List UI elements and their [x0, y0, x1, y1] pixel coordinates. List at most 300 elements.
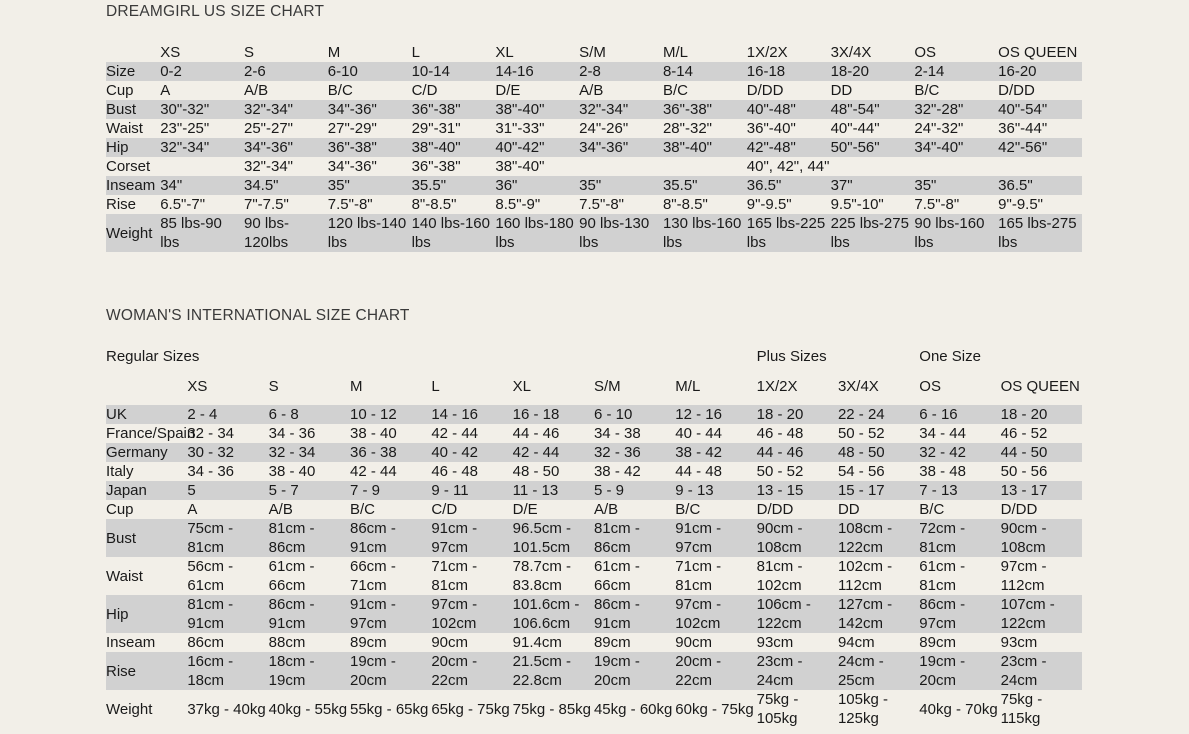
- table-row: [106, 100, 1082, 119]
- table-cell: 89cm: [349, 634, 387, 651]
- table-cell: 20cm - 22cm: [675, 652, 756, 690]
- table-cell: 35.5": [663, 176, 747, 195]
- group-one-size: One Size: [919, 348, 981, 365]
- table-cell: 75kg - 85kg: [512, 700, 592, 718]
- table-cell: 36"-38": [411, 158, 461, 175]
- table-cell: D/E: [495, 82, 521, 99]
- row-label: Rise: [106, 652, 187, 690]
- table-cell: 9.5"-10": [830, 196, 884, 213]
- us-size-table: [106, 43, 1082, 252]
- table-cell: 9"-9.5": [998, 196, 1043, 213]
- table-cell: 55kg - 65kg: [349, 700, 429, 718]
- table-cell: 48 - 50: [512, 463, 560, 480]
- table-cell: 8"-8.5": [662, 196, 708, 213]
- table-cell: D/DD: [756, 501, 794, 518]
- table-cell: [663, 157, 747, 176]
- table-cell: 97cm - 102cm: [431, 595, 512, 633]
- table-cell: 81cm - 91cm: [187, 595, 268, 633]
- size-header: 1X/2X: [746, 44, 788, 61]
- table-cell: 42"-48": [747, 138, 831, 157]
- row-label: Japan: [106, 481, 187, 500]
- table-cell: 42 - 44: [349, 463, 397, 480]
- size-header: OS QUEEN: [998, 44, 1078, 61]
- table-cell: 140 lbs-160 lbs: [412, 214, 496, 252]
- table-cell: 8.5"-9": [495, 196, 541, 213]
- row-label: Waist: [106, 120, 143, 137]
- size-header: S: [243, 44, 254, 61]
- table-cell: 13 - 15: [757, 481, 838, 500]
- table-cell: 35": [579, 176, 663, 195]
- table-cell: 42 - 44: [513, 443, 594, 462]
- table-cell: 37kg - 40kg: [187, 700, 266, 718]
- size-header: XS: [187, 377, 208, 395]
- table-cell: 32"-34": [160, 138, 244, 157]
- table-cell: 36.5": [998, 176, 1082, 195]
- table-cell: 38 - 40: [349, 425, 397, 442]
- table-cell: 34 - 36: [268, 425, 316, 442]
- table-cell: 42"-56": [998, 138, 1082, 157]
- table-cell: 91cm - 97cm: [675, 519, 756, 557]
- table-cell: 14-16: [495, 62, 579, 81]
- row-label: Hip: [106, 138, 160, 157]
- table-cell: B/C: [327, 82, 353, 99]
- table-cell: 38"-40": [663, 138, 747, 157]
- row-label: Size: [106, 62, 160, 81]
- table-cell: 90cm - 108cm: [757, 519, 838, 557]
- table-row: [106, 176, 1082, 195]
- table-cell: 48 - 50: [838, 443, 919, 462]
- table-cell: 50"-56": [831, 138, 915, 157]
- table-cell: 88cm: [268, 634, 306, 651]
- table-cell: 165 lbs-225 lbs: [747, 214, 831, 252]
- table-cell: 7"-7.5": [243, 196, 289, 213]
- table-cell: 91cm - 97cm: [431, 519, 512, 557]
- table-cell: 46 - 48: [431, 463, 479, 480]
- table-row: [106, 214, 1082, 252]
- table-row: [106, 500, 1082, 519]
- table-cell: 91cm - 97cm: [350, 595, 431, 633]
- table-cell: 7 - 13: [919, 481, 1000, 500]
- table-cell: 32 - 34: [269, 443, 350, 462]
- table-row: [106, 633, 1082, 652]
- table-cell: 86cm - 97cm: [919, 595, 1000, 633]
- table-cell: 107cm - 122cm: [1001, 595, 1082, 633]
- table-cell: 38 - 42: [675, 443, 756, 462]
- table-cell: 160 lbs-180 lbs: [495, 214, 579, 252]
- table-cell: 40kg - 55kg: [268, 700, 348, 718]
- table-cell: 18cm - 19cm: [269, 652, 350, 690]
- table-cell: 165 lbs-275 lbs: [998, 214, 1082, 252]
- table-cell: 81cm - 86cm: [594, 519, 675, 557]
- table-cell: A/B: [268, 501, 293, 518]
- table-cell: 16-20: [998, 62, 1082, 81]
- table-cell: 38 - 40: [268, 463, 316, 480]
- table-cell: 50 - 56: [1000, 463, 1048, 480]
- table-cell: 36": [495, 176, 579, 195]
- table-cell: 2 - 4: [187, 405, 268, 424]
- table-cell: 14 - 16: [431, 405, 512, 424]
- table-cell: 40kg - 70kg: [919, 700, 998, 718]
- table-cell: [914, 157, 998, 176]
- size-header: S/M: [579, 44, 606, 61]
- table-cell: 86cm - 91cm: [594, 595, 675, 633]
- table-cell: 36"-38": [328, 138, 412, 157]
- row-label: Germany: [106, 443, 187, 462]
- table-cell: 86cm - 91cm: [269, 595, 350, 633]
- group-plus-sizes: Plus Sizes: [756, 348, 827, 365]
- table-cell: 36"-44": [998, 120, 1048, 137]
- table-cell: 65kg - 75kg: [431, 700, 510, 718]
- row-label: Bust: [106, 100, 160, 119]
- table-cell: 93cm: [1000, 634, 1038, 651]
- table-cell: 44 - 50: [1001, 443, 1082, 462]
- table-cell: 40 - 42: [431, 443, 512, 462]
- size-header: XL: [495, 44, 514, 61]
- table-cell: 13 - 17: [1001, 481, 1082, 500]
- size-header-row: [106, 43, 1082, 62]
- intl-size-table: [106, 346, 1082, 728]
- table-cell: 40"-48": [747, 100, 831, 119]
- row-label: France/Spain: [106, 425, 196, 442]
- table-cell: 93cm: [756, 634, 794, 651]
- table-cell: 7.5"-8": [327, 196, 373, 213]
- size-header: 3X/4X: [830, 44, 872, 61]
- table-cell: 81cm - 86cm: [269, 519, 350, 557]
- table-cell: 86cm - 91cm: [350, 519, 431, 557]
- table-cell: 97cm - 112cm: [1000, 558, 1047, 594]
- table-row: [106, 81, 1082, 100]
- table-cell: 8"-8.5": [411, 196, 457, 213]
- table-cell: 50 - 52: [837, 425, 885, 442]
- row-label: Corset: [106, 158, 151, 175]
- table-cell: 91.4cm: [512, 634, 562, 651]
- table-row: [106, 690, 1082, 728]
- table-cell: 23"-25": [160, 120, 210, 137]
- table-cell: 25"-27": [243, 120, 293, 137]
- table-cell: 225 lbs-275 lbs: [831, 214, 915, 252]
- table-cell: 2-6: [244, 62, 328, 81]
- table-cell: 28"-32": [662, 120, 712, 137]
- table-cell: 9 - 11: [431, 481, 512, 500]
- table-cell: 15 - 17: [838, 481, 919, 500]
- table-cell: 71cm - 81cm: [675, 558, 722, 594]
- table-cell: 40"-44": [830, 120, 880, 137]
- row-label: Inseam: [106, 634, 156, 651]
- table-cell: 44 - 46: [512, 425, 560, 442]
- table-cell: 21.5cm - 22.8cm: [513, 652, 594, 690]
- table-cell: 19cm - 20cm: [350, 652, 431, 690]
- table-cell: 90 lbs-120lbs: [244, 214, 328, 252]
- table-cell: 90cm - 108cm: [1001, 519, 1082, 557]
- table-cell: 6-10: [328, 62, 412, 81]
- table-row: [106, 119, 1082, 138]
- table-cell: 48"-54": [831, 100, 915, 119]
- table-cell: B/C: [675, 501, 701, 518]
- table-cell: D/E: [512, 501, 538, 518]
- size-header: S: [268, 377, 279, 395]
- table-row: [106, 62, 1082, 81]
- size-header: L: [411, 44, 420, 61]
- table-cell: D/DD: [746, 82, 784, 99]
- table-cell: 38 - 42: [593, 463, 641, 480]
- table-cell: 8-14: [663, 62, 747, 81]
- table-row: [106, 138, 1082, 157]
- table-cell: DD: [837, 501, 860, 518]
- table-cell: C/D: [411, 82, 438, 99]
- table-cell: 90cm: [431, 634, 468, 651]
- table-cell: 29"-31": [411, 120, 461, 137]
- table-cell: 32"-34": [243, 158, 293, 175]
- table-cell: 60kg - 75kg: [675, 700, 754, 718]
- table-cell: 7 - 9: [350, 481, 431, 500]
- table-cell: 75cm - 81cm: [187, 519, 268, 557]
- table-cell: 16cm - 18cm: [187, 652, 268, 690]
- table-cell: 18 - 20: [1001, 405, 1082, 424]
- table-cell: 40"-54": [998, 100, 1082, 119]
- size-header: OS: [919, 377, 941, 395]
- table-cell: 34"-36": [328, 100, 412, 119]
- table-cell: 10-14: [412, 62, 496, 81]
- table-cell: 24"-32": [914, 120, 964, 137]
- group-regular-sizes: Regular Sizes: [106, 348, 200, 365]
- table-cell: 61cm - 66cm: [593, 558, 640, 594]
- table-cell: 130 lbs-160 lbs: [663, 214, 747, 252]
- table-cell: A/B: [593, 501, 619, 518]
- table-cell: 36.5": [747, 176, 831, 195]
- table-cell: 34": [160, 176, 244, 195]
- table-cell: 11 - 13: [513, 481, 594, 500]
- table-cell: 2-8: [579, 62, 663, 81]
- row-label: Weight: [106, 214, 160, 252]
- table-cell: 38"-40": [495, 100, 579, 119]
- row-label: Rise: [106, 196, 137, 213]
- table-row: [106, 519, 1082, 557]
- table-cell: 9"-9.5": [746, 196, 792, 213]
- table-cell: 36"-38": [412, 100, 496, 119]
- table-cell: 56cm - 61cm: [187, 558, 234, 594]
- table-cell: 101.6cm - 106.6cm: [513, 595, 594, 633]
- table-cell: 85 lbs-90 lbs: [160, 214, 244, 252]
- table-cell: 36"-38": [663, 100, 747, 119]
- table-row: [106, 424, 1082, 443]
- table-cell: 6 - 8: [269, 405, 350, 424]
- table-cell: B/C: [349, 501, 375, 518]
- table-cell: 24"-26": [579, 120, 629, 137]
- table-cell: 105kg - 125kg: [837, 691, 888, 727]
- table-cell: 32 - 42: [919, 443, 1000, 462]
- table-cell: 18-20: [831, 62, 915, 81]
- table-cell: 7.5"-8": [579, 196, 625, 213]
- table-row: [106, 405, 1082, 424]
- table-cell: 34 - 38: [593, 425, 641, 442]
- us-size-chart-title: DREAMGIRL US SIZE CHART: [106, 3, 325, 20]
- table-cell: 34.5": [244, 176, 328, 195]
- table-row: [106, 195, 1082, 214]
- table-cell: 24cm - 25cm: [838, 652, 919, 690]
- row-label: Weight: [106, 700, 153, 718]
- table-cell: 16-18: [747, 62, 831, 81]
- table-cell: 9 - 13: [675, 481, 756, 500]
- table-row: [106, 157, 1082, 176]
- table-cell: 6.5"-7": [160, 196, 206, 213]
- intl-size-chart-title: WOMAN'S INTERNATIONAL SIZE CHART: [106, 307, 410, 324]
- row-label: Italy: [106, 463, 134, 480]
- table-cell: C/D: [431, 501, 458, 518]
- table-cell: 2-14: [914, 62, 998, 81]
- size-header: XL: [512, 377, 531, 395]
- table-cell: 61cm - 66cm: [268, 558, 315, 594]
- table-cell: 75kg - 115kg: [1000, 691, 1043, 727]
- table-cell: 40", 42", 44": [746, 158, 830, 175]
- table-cell: 30 - 32: [187, 443, 268, 462]
- table-cell: 38 - 48: [919, 463, 966, 480]
- table-cell: 6 - 16: [919, 405, 1000, 424]
- table-cell: 120 lbs-140 lbs: [328, 214, 412, 252]
- table-cell: 66cm - 71cm: [349, 558, 396, 594]
- table-cell: 97cm - 102cm: [675, 595, 756, 633]
- table-cell: 19cm - 20cm: [594, 652, 675, 690]
- table-cell: 16 - 18: [513, 405, 594, 424]
- table-cell: B/C: [662, 82, 688, 99]
- table-cell: 38"-40": [412, 138, 496, 157]
- table-cell: 36 - 38: [350, 443, 431, 462]
- table-cell: 90 lbs-160 lbs: [914, 214, 998, 252]
- table-cell: 23cm - 24cm: [1001, 652, 1082, 690]
- table-cell: 34"-36": [579, 138, 663, 157]
- table-cell: A: [187, 501, 198, 518]
- table-cell: 61cm - 81cm: [919, 558, 966, 594]
- table-row: [106, 481, 1082, 500]
- size-group-row: [106, 346, 1082, 367]
- size-header: OS QUEEN: [1000, 377, 1080, 395]
- table-cell: [160, 157, 244, 176]
- size-header: M: [327, 44, 341, 61]
- row-label: Waist: [106, 567, 143, 585]
- table-cell: 89cm: [919, 634, 956, 651]
- table-cell: 89cm: [593, 634, 631, 651]
- table-cell: 46 - 52: [1000, 425, 1048, 442]
- table-row: [106, 443, 1082, 462]
- table-cell: 90 lbs-130 lbs: [579, 214, 663, 252]
- table-row: [106, 462, 1082, 481]
- table-cell: 81cm - 102cm: [756, 558, 803, 594]
- table-cell: 71cm - 81cm: [431, 558, 478, 594]
- table-cell: 32 - 34: [187, 425, 235, 442]
- table-cell: B/C: [919, 501, 945, 518]
- table-cell: 32"-34": [579, 100, 663, 119]
- table-cell: 45kg - 60kg: [593, 700, 673, 718]
- table-cell: 31"-33": [495, 120, 545, 137]
- table-cell: A: [160, 82, 171, 99]
- table-cell: 75kg - 105kg: [756, 691, 799, 727]
- size-header: M/L: [662, 44, 688, 61]
- header-corner: [106, 43, 160, 62]
- table-cell: 34"-36": [244, 138, 328, 157]
- table-cell: 32"-34": [244, 100, 328, 119]
- table-cell: 35.5": [412, 176, 496, 195]
- table-cell: 94cm: [837, 634, 875, 651]
- table-cell: 127cm - 142cm: [838, 595, 919, 633]
- table-cell: [579, 157, 663, 176]
- table-cell: 44 - 46: [757, 443, 838, 462]
- table-cell: 32"-28": [914, 100, 998, 119]
- row-label: Bust: [106, 519, 187, 557]
- table-cell: 22 - 24: [838, 405, 919, 424]
- table-cell: 5: [187, 481, 268, 500]
- table-cell: 40"-42": [495, 138, 579, 157]
- row-label: Cup: [106, 501, 134, 518]
- table-cell: 46 - 48: [756, 425, 804, 442]
- table-cell: [998, 157, 1082, 176]
- table-cell: 20cm - 22cm: [431, 652, 512, 690]
- table-cell: 10 - 12: [350, 405, 431, 424]
- table-row: [106, 557, 1082, 595]
- size-header: XS: [160, 44, 181, 61]
- table-cell: 34"-36": [327, 158, 377, 175]
- table-cell: 36"-40": [746, 120, 796, 137]
- table-cell: 108cm - 122cm: [838, 519, 919, 557]
- size-header: 3X/4X: [837, 377, 879, 395]
- table-cell: 37": [831, 176, 915, 195]
- table-cell: D/DD: [998, 82, 1035, 99]
- size-header: 1X/2X: [756, 377, 798, 395]
- table-cell: 34 - 36: [187, 463, 235, 480]
- size-header: M: [349, 377, 363, 395]
- table-cell: 42 - 44: [431, 425, 479, 442]
- table-cell: 6 - 10: [594, 405, 675, 424]
- table-cell: 50 - 52: [756, 463, 804, 480]
- table-cell: 18 - 20: [757, 405, 838, 424]
- row-label: Hip: [106, 595, 187, 633]
- table-cell: B/C: [914, 82, 940, 99]
- size-header: M/L: [675, 377, 701, 395]
- table-cell: 34"-40": [914, 138, 998, 157]
- row-label: Cup: [106, 82, 134, 99]
- table-cell: 54 - 56: [837, 463, 885, 480]
- table-cell: 5 - 9: [594, 481, 675, 500]
- table-cell: 12 - 16: [675, 405, 756, 424]
- table-cell: 7.5"-8": [914, 196, 960, 213]
- table-row: [106, 652, 1082, 690]
- table-cell: 106cm - 122cm: [757, 595, 838, 633]
- table-cell: 86cm: [187, 634, 225, 651]
- size-header-row: [106, 367, 1082, 405]
- table-cell: 19cm - 20cm: [919, 652, 1000, 690]
- table-cell: [831, 157, 915, 176]
- row-label: UK: [106, 405, 187, 424]
- table-cell: 90cm: [675, 634, 712, 651]
- table-row: [106, 595, 1082, 633]
- size-header: OS: [914, 44, 937, 61]
- table-cell: 27"-29": [327, 120, 377, 137]
- table-cell: 34 - 44: [919, 425, 966, 442]
- table-cell: 32 - 36: [594, 443, 675, 462]
- table-cell: 0-2: [160, 62, 244, 81]
- table-cell: A/B: [243, 82, 269, 99]
- table-cell: 78.7cm - 83.8cm: [512, 558, 571, 594]
- table-cell: 38"-40": [495, 158, 545, 175]
- table-cell: 44 - 48: [675, 463, 722, 480]
- table-cell: D/DD: [1000, 501, 1038, 518]
- table-cell: 23cm - 24cm: [757, 652, 838, 690]
- table-cell: 96.5cm - 101.5cm: [513, 519, 594, 557]
- table-cell: 40 - 44: [675, 425, 722, 442]
- table-cell: 72cm - 81cm: [919, 519, 1000, 557]
- table-cell: 5 - 7: [269, 481, 350, 500]
- size-header: L: [431, 377, 440, 395]
- size-header: S/M: [593, 377, 621, 395]
- header-corner: [106, 367, 187, 405]
